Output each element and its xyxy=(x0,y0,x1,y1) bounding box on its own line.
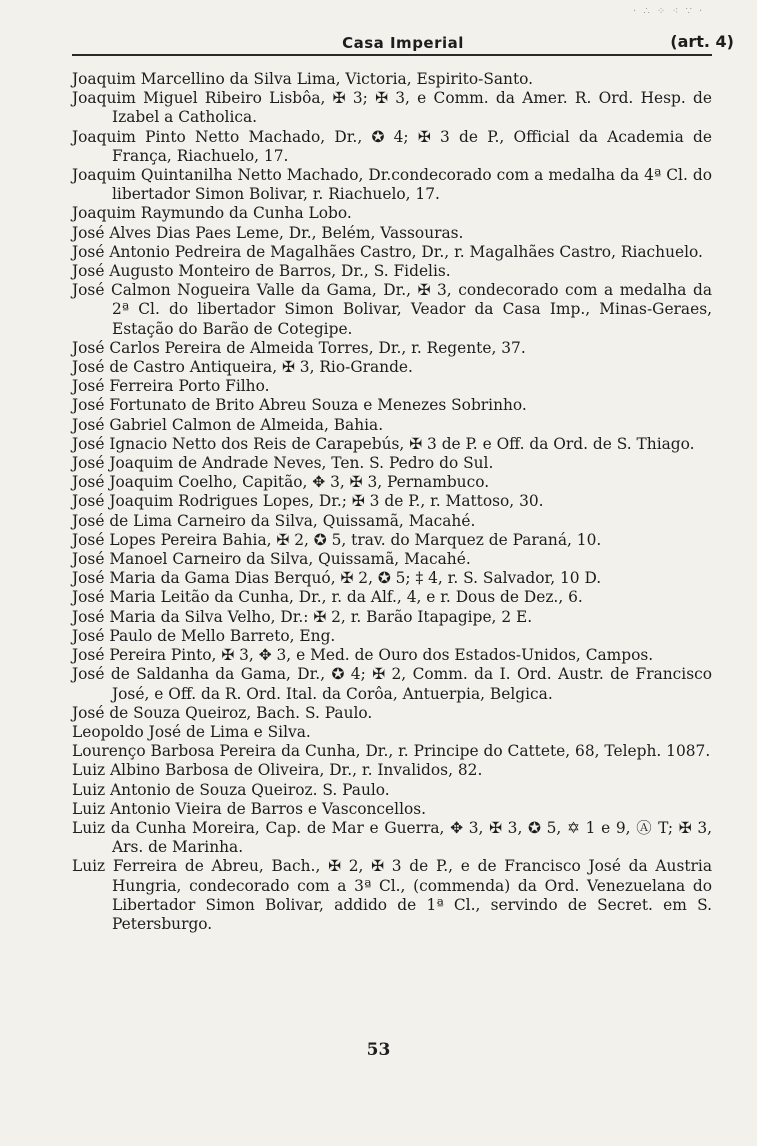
list-item: Joaquim Quintanilha Netto Machado, Dr.condecorado com a medalha da 4ª Cl. do libertador Simon Bolivar, r. Riachuelo, 17. xyxy=(72,166,712,204)
list-item: Luiz Antonio Vieira de Barros e Vasconcellos. xyxy=(72,799,427,818)
list-item: Joaquim Raymundo da Cunha Lobo. xyxy=(72,204,352,223)
list-item: José de Saldanha da Gama, Dr., ✪ 4; ✠ 2, Comm. da I. Ord. Austr. de Francisco José, e Off. da R. Ord. Ital. da Corôa, Antuerpia, Belgica. xyxy=(72,665,712,703)
list-item: Luiz Ferreira de Abreu, Bach., ✠ 2, ✠ 3 de P., e de Francisco José da Austria Hungria, condecorado com a 3ª Cl., (commenda) da Ord. Venezuelana do Libertador Simon Bolivar, addido de 1ª Cl., servindo de Secret. em S. Petersburgo. xyxy=(72,857,712,933)
list-item: José Antonio Pedreira de Magalhães Castro, Dr., r. Magalhães Castro, Riachuelo. xyxy=(72,242,703,261)
list-item: José Augusto Monteiro de Barros, Dr., S. Fidelis. xyxy=(72,262,451,281)
list-item: José Pereira Pinto, ✠ 3, ✥ 3, e Med. de Ouro dos Estados-Unidos, Campos. xyxy=(72,646,654,665)
list-item: José Joaquim Rodrigues Lopes, Dr.; ✠ 3 de P., r. Mattoso, 30. xyxy=(72,492,544,511)
list-item: Luiz Antonio de Souza Queiroz. S. Paulo. xyxy=(72,780,390,799)
list-item: José de Castro Antiqueira, ✠ 3, Rio-Grande. xyxy=(72,358,413,377)
list-item: José Fortunato de Brito Abreu Souza e Menezes Sobrinho. xyxy=(72,396,527,415)
list-item: José de Souza Queiroz, Bach. S. Paulo. xyxy=(72,703,373,722)
header-article: (art. 4) xyxy=(670,32,734,51)
list-item: José Maria da Gama Dias Berquó, ✠ 2, ✪ 5; ‡ 4, r. S. Salvador, 10 D. xyxy=(72,569,602,588)
header-rule xyxy=(72,54,712,56)
list-item: Luiz Albino Barbosa de Oliveira, Dr., r. Invalidos, 82. xyxy=(72,761,483,780)
page-number: 53 xyxy=(366,1040,391,1060)
list-item: Joaquim Miguel Ribeiro Lisbôa, ✠ 3; ✠ 3, e Comm. da Amer. R. Ord. Hesp. de Izabel a Catholica. xyxy=(72,89,712,127)
list-item: José Joaquim de Andrade Neves, Ten. S. Pedro do Sul. xyxy=(72,454,494,473)
list-item: José Gabriel Calmon de Almeida, Bahia. xyxy=(72,415,384,434)
list-item: José Paulo de Mello Barreto, Eng. xyxy=(72,626,336,645)
list-item: José de Lima Carneiro da Silva, Quissamã, Macahé. xyxy=(72,511,476,530)
list-item: José Ferreira Porto Filho. xyxy=(72,377,270,396)
list-item: José Joaquim Coelho, Capitão, ✥ 3, ✠ 3, Pernambuco. xyxy=(72,473,490,492)
page-header xyxy=(72,30,734,56)
list-item: Joaquim Pinto Netto Machado, Dr., ✪ 4; ✠ 3 de P., Official da Academia de França, Riachuelo, 17. xyxy=(72,127,712,165)
list-item: Lourenço Barbosa Pereira da Cunha, Dr., r. Principe do Cattete, 68, Teleph. 1087. xyxy=(72,742,711,761)
list-item: José Lopes Pereira Bahia, ✠ 2, ✪ 5, trav. do Marquez de Paraná, 10. xyxy=(72,530,602,549)
list-item: José Carlos Pereira de Almeida Torres, Dr., r. Regente, 37. xyxy=(72,338,526,357)
list-item: Leopoldo José de Lima e Silva. xyxy=(72,722,311,741)
print-speckle: · ∴ ⁘ ⁖ ∵ · xyxy=(633,6,705,17)
list-item: José Maria da Silva Velho, Dr.: ✠ 2, r. Barão Itapagipe, 2 E. xyxy=(72,607,533,626)
list-item: José Alves Dias Paes Leme, Dr., Belém, Vassouras. xyxy=(72,223,464,242)
list-item: José Manoel Carneiro da Silva, Quissamã, Macahé. xyxy=(72,550,471,569)
entry-list xyxy=(72,70,712,934)
list-item: José Maria Leitão da Cunha, Dr., r. da Alf., 4, e r. Dous de Dez., 6. xyxy=(72,588,583,607)
list-item: José Calmon Nogueira Valle da Gama, Dr., ✠ 3, condecorado com a medalha da 2ª Cl. do libertador Simon Bolivar, Veador da Casa Imp., Minas-Geraes, Estação do Barão de Cotegipe. xyxy=(72,281,712,338)
list-item: Joaquim Marcellino da Silva Lima, Victoria, Espirito-Santo. xyxy=(72,70,534,88)
list-item: Luiz da Cunha Moreira, Cap. de Mar e Guerra, ✥ 3, ✠ 3, ✪ 5, ✡ 1 e 9, Ⓐ T; ✠ 3, Ars. de Marinha. xyxy=(72,818,712,857)
list-item: José Ignacio Netto dos Reis de Carapebús, ✠ 3 de P. e Off. da Ord. de S. Thiago. xyxy=(72,434,695,453)
header-title: Casa Imperial xyxy=(342,34,464,52)
